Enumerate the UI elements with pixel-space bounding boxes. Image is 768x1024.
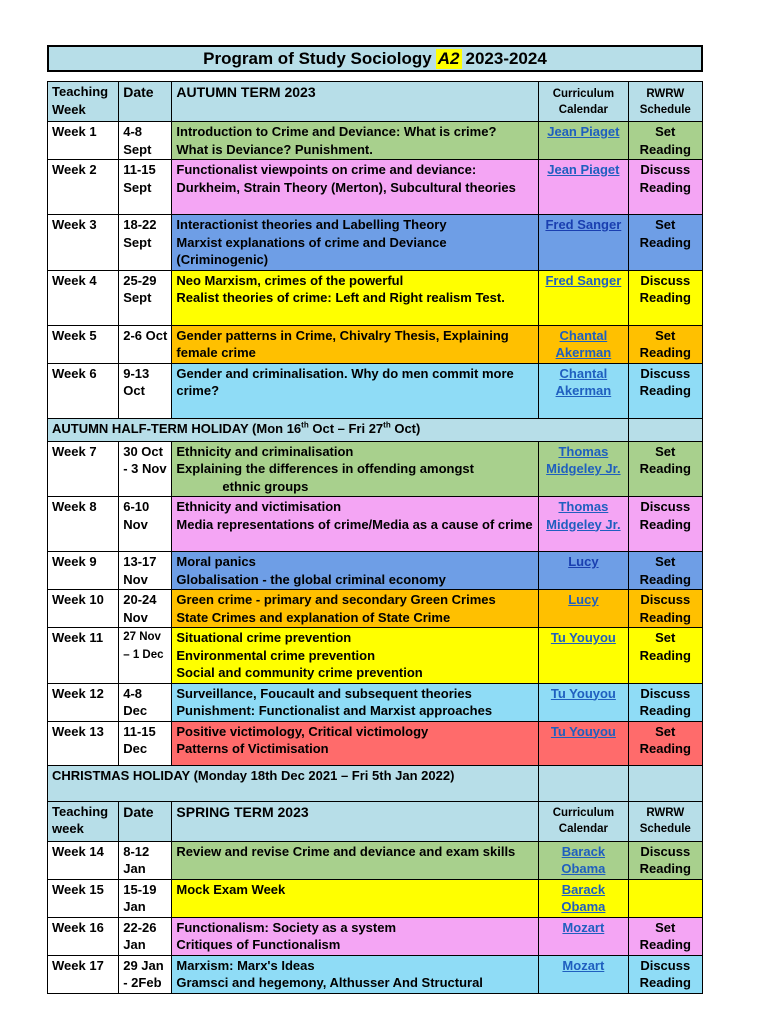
rwrw-cell: Set Reading — [628, 215, 702, 271]
topic-cell: Green crime - primary and secondary Green Crimes State Crimes and explanation of State Crime — [172, 590, 539, 628]
title-highlight: A2 — [437, 48, 460, 68]
holiday-row — [48, 418, 703, 441]
calendar-link[interactable]: Fred Sanger — [539, 215, 628, 271]
table-row — [48, 841, 703, 879]
topic-cell: Mock Exam Week — [172, 879, 539, 917]
calendar-link[interactable]: Mozart — [539, 955, 628, 993]
table-row — [48, 628, 703, 684]
calendar-link[interactable]: Tu Youyou — [539, 628, 628, 684]
rwrw-cell: Discuss Reading — [628, 841, 702, 879]
topic-cell: Review and revise Crime and deviance and exam skills — [172, 841, 539, 879]
week-label: Week 16 — [48, 917, 119, 955]
week-label: Week 11 — [48, 628, 119, 684]
rwrw-cell: Discuss Reading — [628, 363, 702, 418]
autumn-header-row — [48, 82, 703, 122]
date-cell: 20-24 Nov — [119, 590, 172, 628]
page-title — [47, 45, 703, 72]
date-cell: 6-10 Nov — [119, 497, 172, 552]
calendar-link[interactable]: Lucy — [539, 590, 628, 628]
rwrw-cell: Discuss Reading — [628, 497, 702, 552]
week-label: Week 4 — [48, 270, 119, 325]
topic-cell: Situational crime prevention Environmental crime prevention Social and community crime prevention — [172, 628, 539, 684]
week-label: Week 10 — [48, 590, 119, 628]
topic-cell: Neo Marxism, crimes of the powerful Realist theories of crime: Left and Right realism Test. — [172, 270, 539, 325]
week-label: Week 3 — [48, 215, 119, 271]
week-label: Week 7 — [48, 441, 119, 497]
calendar-link[interactable]: Barack Obama — [539, 879, 628, 917]
date-cell: 4-8 Dec — [119, 683, 172, 721]
header-term: SPRING TERM 2023 — [172, 801, 539, 841]
week-label: Week 1 — [48, 122, 119, 160]
rwrw-cell: Set Reading — [628, 122, 702, 160]
date-cell: 13-17 Nov — [119, 552, 172, 590]
calendar-link[interactable]: Barack Obama — [539, 841, 628, 879]
date-cell: 11-15 Dec — [119, 721, 172, 765]
table-row — [48, 122, 703, 160]
calendar-link[interactable]: Mozart — [539, 917, 628, 955]
header-calendar: Curriculum Calendar — [539, 82, 628, 122]
table-row — [48, 917, 703, 955]
week-label: Week 9 — [48, 552, 119, 590]
date-cell: 30 Oct - 3 Nov — [119, 441, 172, 497]
table-row — [48, 590, 703, 628]
week-label: Week 15 — [48, 879, 119, 917]
table-row — [48, 879, 703, 917]
week-label: Week 12 — [48, 683, 119, 721]
week-label: Week 2 — [48, 160, 119, 215]
topic-cell: Ethnicity and victimisation Media representations of crime/Media as a cause of crime — [172, 497, 539, 552]
header-date: Date — [119, 82, 172, 122]
half-term-holiday: AUTUMN HALF-TERM HOLIDAY (Mon 16th Oct – Fri 27th Oct) — [48, 418, 629, 441]
topic-cell: Positive victimology, Critical victimology Patterns of Victimisation — [172, 721, 539, 765]
topic-cell: Gender and criminalisation. Why do men commit more crime? — [172, 363, 539, 418]
date-cell: 22-26 Jan — [119, 917, 172, 955]
header-term: AUTUMN TERM 2023 — [172, 82, 539, 122]
week-label: Week 13 — [48, 721, 119, 765]
week-label: Week 14 — [48, 841, 119, 879]
calendar-link[interactable]: Jean Piaget — [539, 160, 628, 215]
topic-cell: Introduction to Crime and Deviance: What is crime? What is Deviance? Punishment. — [172, 122, 539, 160]
table-row — [48, 215, 703, 271]
date-cell: 4-8 Sept — [119, 122, 172, 160]
date-cell: 9-13 Oct — [119, 363, 172, 418]
rwrw-cell: Discuss Reading — [628, 683, 702, 721]
date-cell: 25-29 Sept — [119, 270, 172, 325]
calendar-link[interactable]: Thomas Midgeley Jr. — [539, 441, 628, 497]
topic-cell: Interactionist theories and Labelling Theory Marxist explanations of crime and Deviance (Criminogenic) — [172, 215, 539, 271]
week-label: Week 8 — [48, 497, 119, 552]
calendar-link[interactable]: Thomas Midgeley Jr. — [539, 497, 628, 552]
week-label: Week 5 — [48, 325, 119, 363]
week-label: Week 6 — [48, 363, 119, 418]
table-row — [48, 683, 703, 721]
calendar-link[interactable]: Fred Sanger — [539, 270, 628, 325]
rwrw-cell: Set Reading — [628, 325, 702, 363]
schedule-table — [47, 81, 703, 994]
table-row — [48, 721, 703, 765]
rwrw-cell: Set Reading — [628, 628, 702, 684]
topic-cell: Functionalism: Society as a system Critiques of Functionalism — [172, 917, 539, 955]
header-week: Teaching week — [48, 801, 119, 841]
header-calendar: Curriculum Calendar — [539, 801, 628, 841]
rwrw-cell: Set Reading — [628, 552, 702, 590]
table-row — [48, 160, 703, 215]
week-label: Week 17 — [48, 955, 119, 993]
calendar-link[interactable]: Jean Piaget — [539, 122, 628, 160]
rwrw-cell: Set Reading — [628, 441, 702, 497]
table-row — [48, 441, 703, 497]
title-pre: Program of Study Sociology — [203, 48, 432, 68]
date-cell: 27 Nov – 1 Dec — [119, 628, 172, 684]
table-row — [48, 552, 703, 590]
rwrw-cell: Discuss Reading — [628, 955, 702, 993]
table-row — [48, 497, 703, 552]
calendar-link[interactable]: Tu Youyou — [539, 683, 628, 721]
header-date: Date — [119, 801, 172, 841]
topic-cell: Functionalist viewpoints on crime and deviance: Durkheim, Strain Theory (Merton), Subcultural theories — [172, 160, 539, 215]
date-cell: 2-6 Oct — [119, 325, 172, 363]
date-cell: 18-22 Sept — [119, 215, 172, 271]
title-post: 2023-2024 — [465, 48, 547, 68]
calendar-link[interactable]: Tu Youyou — [539, 721, 628, 765]
calendar-link[interactable]: Lucy — [539, 552, 628, 590]
rwrw-cell — [628, 879, 702, 917]
topic-cell: Surveillance, Foucault and subsequent theories Punishment: Functionalist and Marxist approaches — [172, 683, 539, 721]
header-week: Teaching Week — [48, 82, 119, 122]
christmas-holiday: CHRISTMAS HOLIDAY (Monday 18th Dec 2021 – Fri 5th Jan 2022) — [48, 765, 539, 801]
holiday-row — [48, 765, 703, 801]
table-row — [48, 363, 703, 418]
date-cell: 29 Jan - 2Feb — [119, 955, 172, 993]
topic-cell: Ethnicity and criminalisation Explaining the differences in offending amongst ethnic groups — [172, 441, 539, 497]
calendar-link[interactable]: Chantal Akerman — [539, 363, 628, 418]
rwrw-cell: Discuss Reading — [628, 590, 702, 628]
date-cell: 8-12 Jan — [119, 841, 172, 879]
rwrw-cell: Discuss Reading — [628, 270, 702, 325]
topic-cell: Marxism: Marx's Ideas Gramsci and hegemony, Althusser And Structural — [172, 955, 539, 993]
header-rwrw: RWRW Schedule — [628, 82, 702, 122]
calendar-link[interactable]: Chantal Akerman — [539, 325, 628, 363]
date-cell: 11-15 Sept — [119, 160, 172, 215]
spring-header-row — [48, 801, 703, 841]
table-row — [48, 325, 703, 363]
header-rwrw: RWRW Schedule — [628, 801, 702, 841]
rwrw-cell: Discuss Reading — [628, 160, 702, 215]
topic-cell: Moral panics Globalisation - the global criminal economy — [172, 552, 539, 590]
rwrw-cell: Set Reading — [628, 721, 702, 765]
rwrw-cell: Set Reading — [628, 917, 702, 955]
table-row — [48, 270, 703, 325]
date-cell: 15-19 Jan — [119, 879, 172, 917]
table-row — [48, 955, 703, 993]
topic-cell: Gender patterns in Crime, Chivalry Thesis, Explaining female crime — [172, 325, 539, 363]
